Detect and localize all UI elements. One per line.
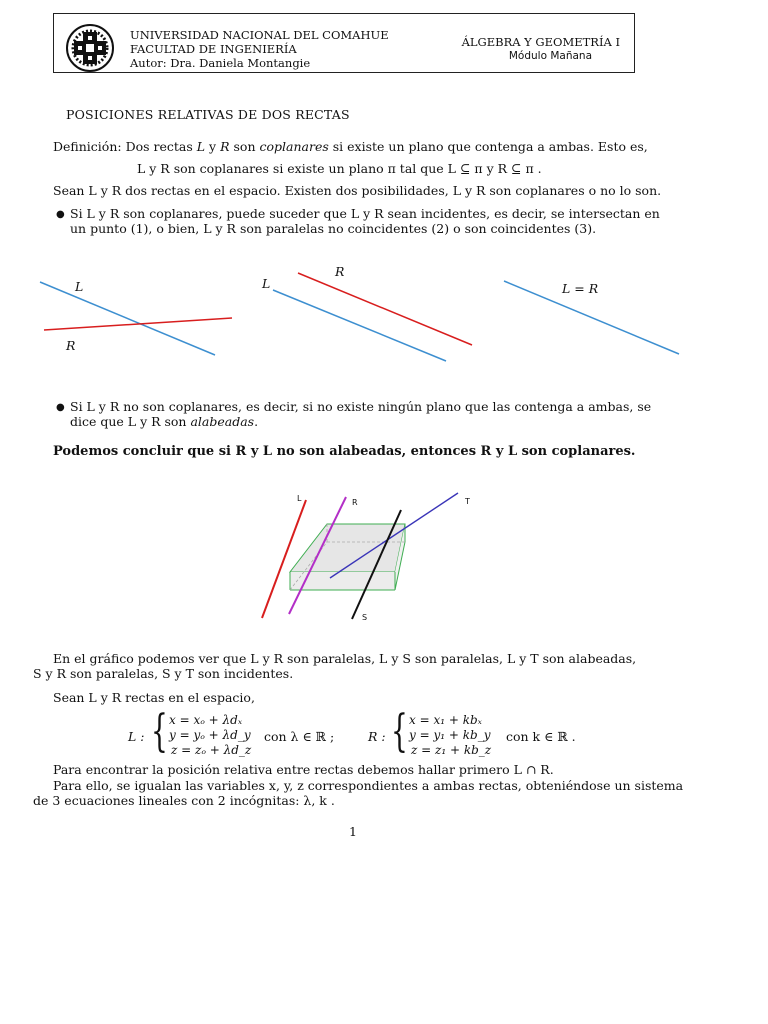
system-L-eq2: y = yₒ + λd_y	[169, 728, 251, 742]
fig2-label-L: L	[262, 276, 271, 291]
bullet-marker: ●	[56, 209, 65, 220]
conclusion-statement: Podemos concluir que si R y L no son alabeadas, entonces R y L son coplanares.	[53, 444, 636, 459]
system-L-name: L :	[128, 729, 145, 744]
paragraph-sean-2: Sean L y R rectas en el espacio,	[53, 690, 255, 705]
system-L-eq3: z = zₒ + λd_z	[171, 743, 252, 757]
paragraph-encontrar: Para encontrar la posición relativa entre rectas debemos hallar primero L ∩ R.	[53, 762, 554, 777]
author-name: Autor: Dra. Daniela Montangie	[130, 56, 311, 70]
system-R-brace: {	[391, 706, 408, 757]
paragraph-ello-line-1: Para ello, se igualan las variables x, y, z correspondientes a ambas rectas, obteniéndose un sistema	[53, 778, 684, 793]
fig4-label-S: S	[362, 613, 368, 622]
system-R-condition: con k ∈ ℝ .	[506, 729, 576, 744]
university-name: UNIVERSIDAD NACIONAL DEL COMAHUE	[130, 28, 389, 42]
header-left	[130, 28, 389, 70]
fig1-label-L: L	[75, 279, 84, 294]
figure-3d-lines	[0, 480, 768, 630]
course-name: ÁLGEBRA Y GEOMETRÍA I	[461, 35, 620, 49]
fig1-label-R: R	[66, 338, 76, 353]
system-L-eq1: x = xₒ + λdₓ	[169, 713, 243, 727]
fig3-label-LR: L = R	[562, 281, 599, 296]
paragraph-sean: Sean L y R dos rectas en el espacio. Existen dos posibilidades, L y R son coplanares o no lo son.	[53, 183, 662, 198]
line-L-parallel	[273, 290, 446, 361]
system-R-name: R :	[368, 729, 386, 744]
graph-explanation-line-2: S y R son paralelas, S y T son incidentes.	[33, 666, 294, 681]
figure-incident-lines	[0, 260, 768, 380]
university-seal-icon	[64, 22, 116, 74]
graph-explanation-line-1: En el gráfico podemos ver que L y R son paralelas, L y S son paralelas, L y T son alabeadas,	[53, 651, 637, 666]
module-name: Módulo Mañana	[508, 50, 592, 62]
faculty-name: FACULTAD DE INGENIERÍA	[130, 42, 297, 56]
page-number: 1	[349, 824, 357, 839]
section-title: POSICIONES RELATIVAS DE DOS RECTAS	[66, 107, 350, 122]
header-right	[462, 35, 620, 63]
system-R-eq2: y = y₁ + kb_y	[409, 728, 491, 742]
system-L-condition: con λ ∈ ℝ ;	[264, 729, 335, 744]
bullet1-line-1: Si L y R son coplanares, puede suceder que L y R sean incidentes, es decir, se intersectan en	[70, 206, 660, 221]
line-R-parallel	[298, 273, 472, 345]
definition-line-1: Definición: Dos rectas L y R son coplanares si existe un plano que contenga a ambas. Esto es,	[53, 139, 648, 154]
system-R-eq1: x = x₁ + kbₓ	[409, 713, 482, 727]
fig4-label-T: T	[465, 497, 470, 506]
definition-line-2: L y R son coplanares si existe un plano π tal que L ⊆ π y R ⊆ π .	[137, 161, 542, 176]
bullet1-line-2: un punto (1), o bien, L y R son paralelas no coincidentes (2) o son coincidentes (3).	[70, 221, 597, 236]
bullet-marker: ●	[56, 402, 65, 413]
fig2-label-R: R	[335, 264, 345, 279]
paragraph-ello-line-2: de 3 ecuaciones lineales con 2 incógnitas: λ, k .	[33, 793, 335, 808]
fig4-label-R: R	[352, 498, 358, 507]
document-header	[53, 13, 635, 73]
system-R-eq3: z = z₁ + kb_z	[411, 743, 492, 757]
fig4-label-L: L	[297, 494, 302, 503]
system-L-brace: {	[151, 706, 168, 757]
bullet2-line-2: dice que L y R son alabeadas.	[70, 414, 259, 429]
bullet2-line-1: Si L y R no son coplanares, es decir, si no existe ningún plano que las contenga a ambas, se	[70, 399, 652, 414]
line-R	[44, 318, 232, 330]
